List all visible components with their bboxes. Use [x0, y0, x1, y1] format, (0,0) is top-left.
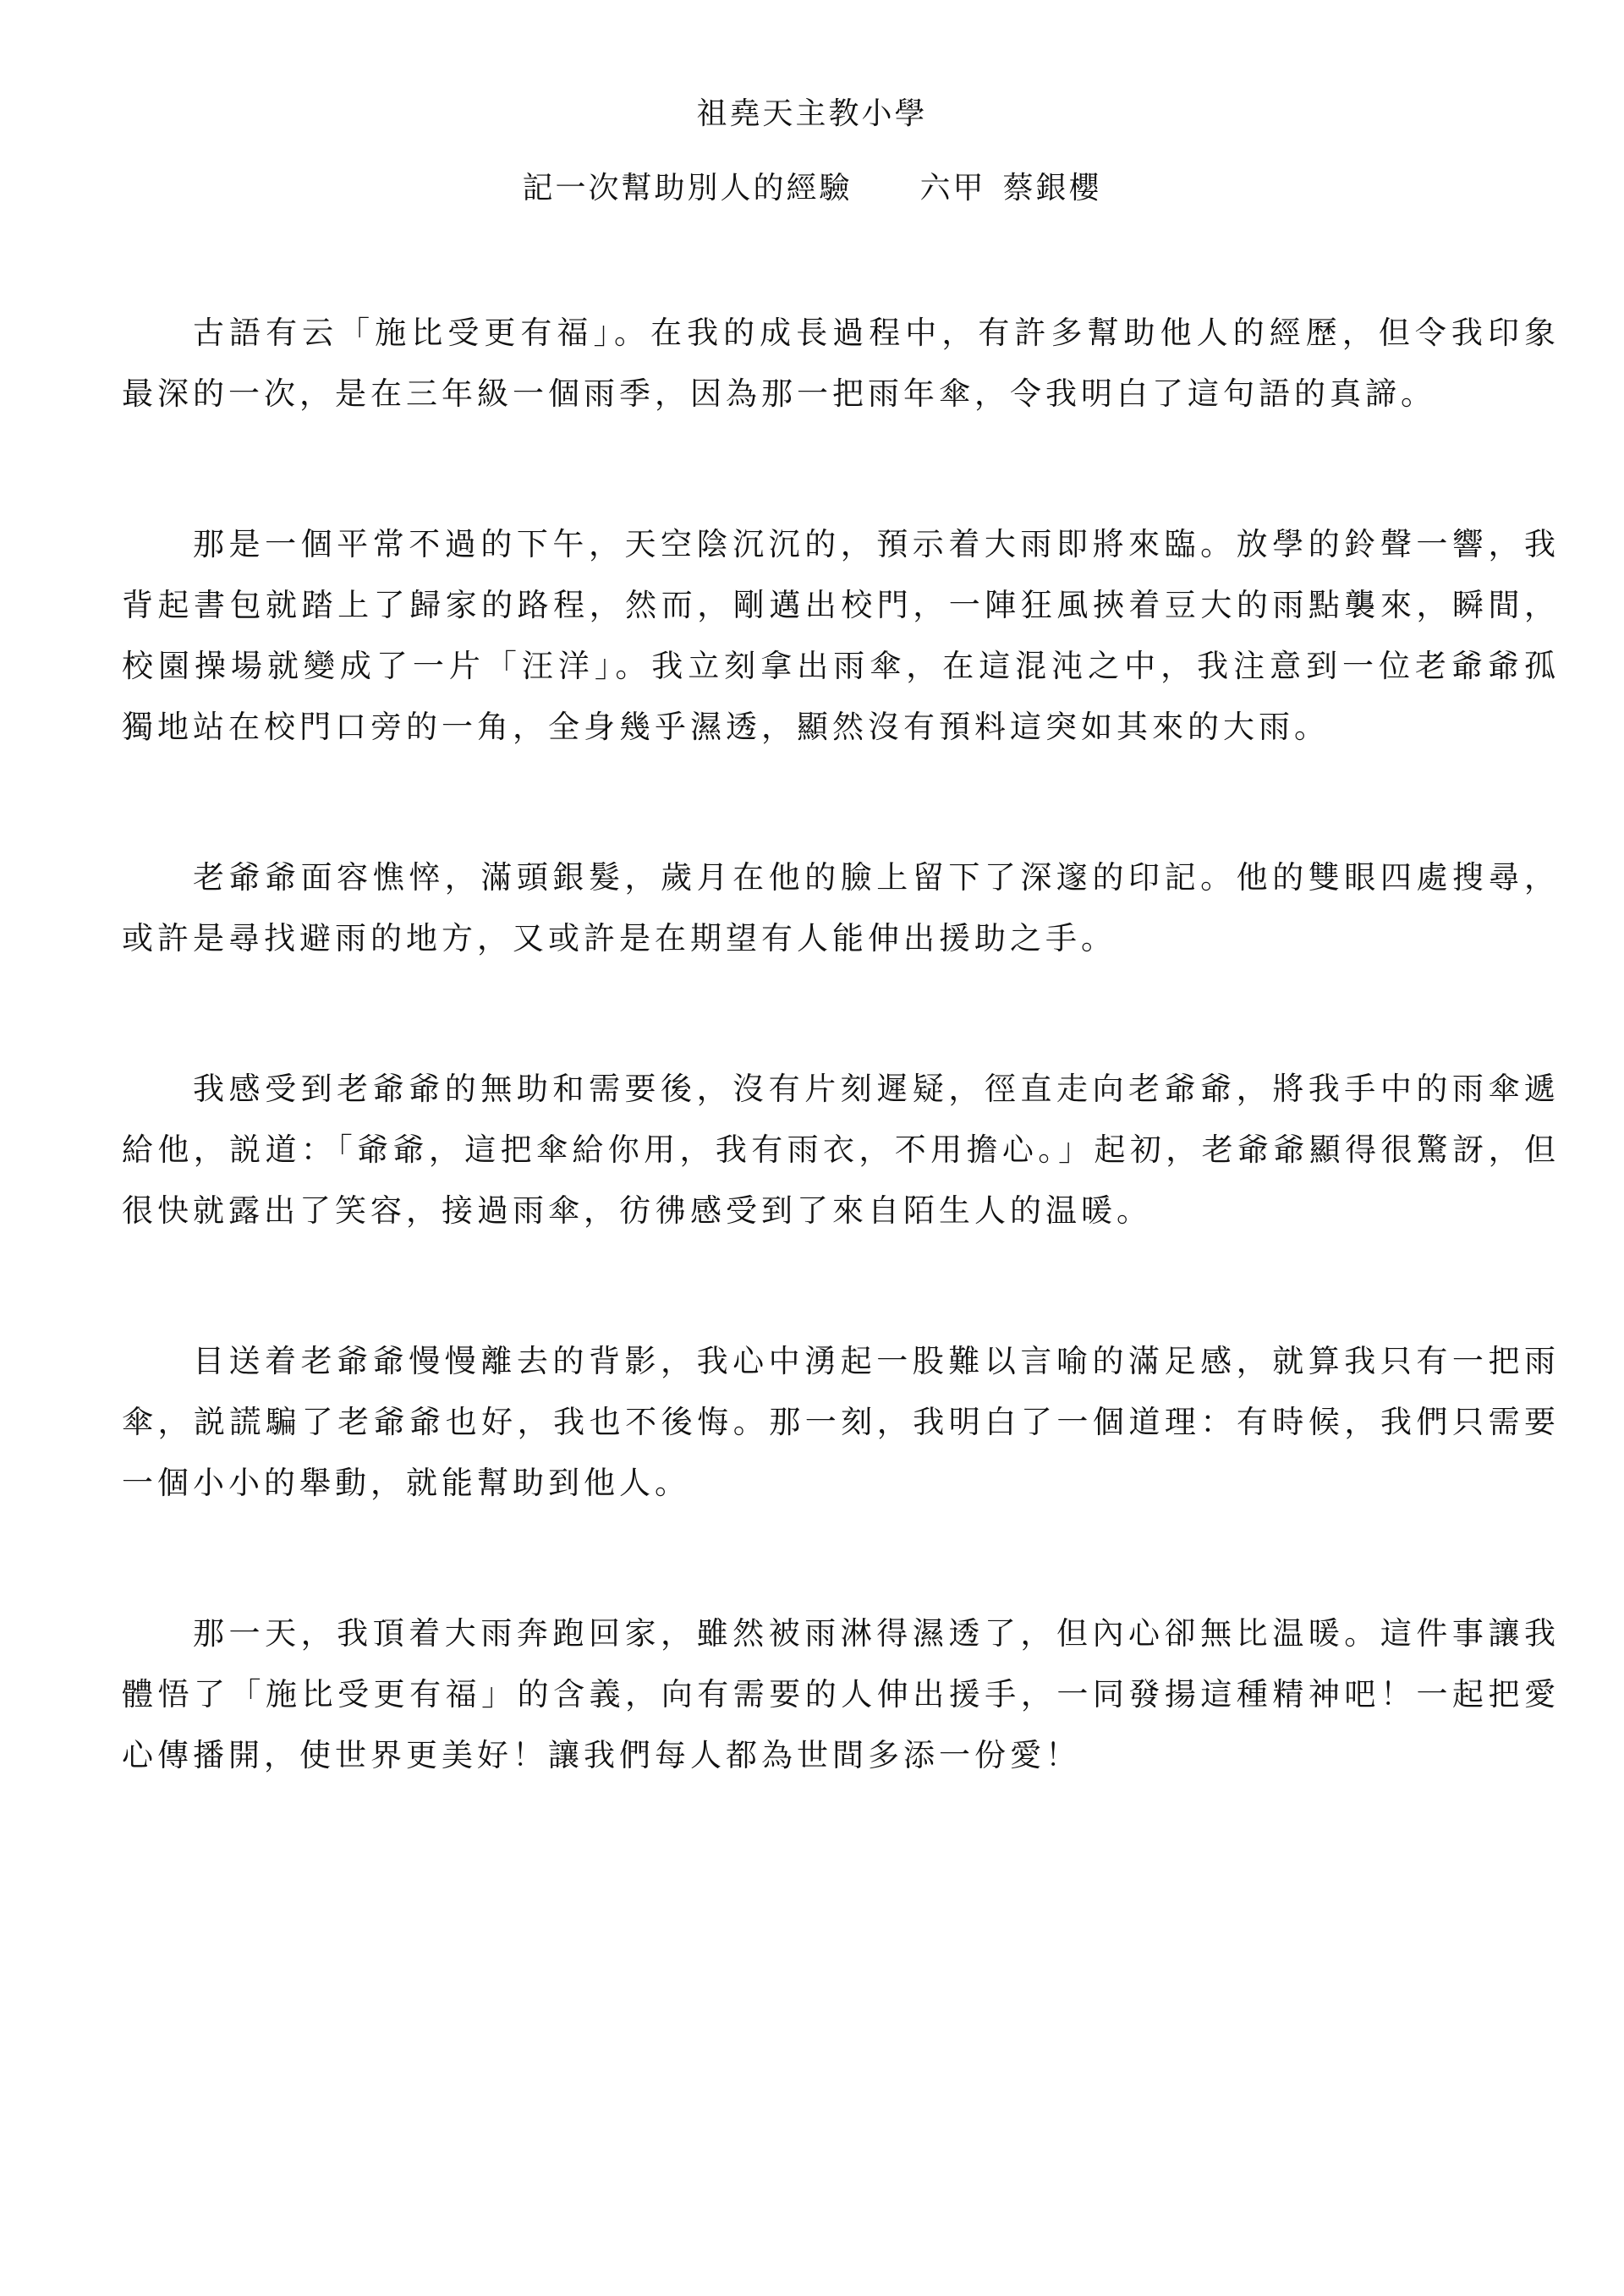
paragraph-6: 那一天，我頂着大雨奔跑回家，雖然被雨淋得濕透了，但內心卻無比温暖。這件事讓我體悟了「施比受更有福」的含義，向有需要的人伸出援手，一同發揚這種精神吧！一起把愛心傳播開，使世界更美好！讓我們每人都為世間多添一份愛！ — [122, 1615, 1560, 1773]
essay-body — [122, 303, 1560, 1876]
paragraph-5: 目送着老爺爺慢慢離去的背影，我心中湧起一股難以言喻的滿足感，就算我只有一把雨傘，説謊騙了老爺爺也好，我也不後悔。那一刻，我明白了一個道理：有時候，我們只需要一個小小的舉動，就能幫助到他人。 — [122, 1343, 1560, 1501]
author-name: 蔡銀櫻 — [1002, 171, 1102, 205]
paragraph-1: 古語有云「施比受更有福」。在我的成長過程中，有許多幫助他人的經歷，但令我印象最深的一次，是在三年級一個雨季，因為那一把雨年傘，令我明白了這句語的真諦。 — [122, 315, 1560, 412]
school-name: 祖堯天主教小學 — [696, 96, 928, 131]
paragraph-4: 我感受到老爺爺的無助和需要後，沒有片刻遲疑，徑直走向老爺爺，將我手中的雨傘遞給他，説道：「爺爺，這把傘給你用，我有雨衣，不用擔心。」起初，老爺爺顯得很驚訝，但很快就露出了笑容，接過雨傘，彷彿感受到了來自陌生人的温暖。 — [122, 1071, 1560, 1229]
paragraph-3: 老爺爺面容憔悴，滿頭銀髮，歲月在他的臉上留下了深邃的印記。他的雙眼四處搜尋，或許是尋找避雨的地方，又或許是在期望有人能伸出援助之手。 — [122, 859, 1560, 956]
essay-title: 記一次幫助別人的經驗 — [522, 171, 853, 205]
paragraph-2: 那是一個平常不過的下午，天空陰沉沉的，預示着大雨即將來臨。放學的鈴聲一響，我背起書包就踏上了歸家的路程，然而，剛邁出校門，一陣狂風挾着豆大的雨點襲來，瞬間，校園操場就變成了一片「汪洋」。我立刻拿出雨傘，在這混沌之中，我注意到一位老爺爺孤獨地站在校門口旁的一角，全身幾乎濕透，顯然沒有預料這突如其來的大雨。 — [122, 526, 1560, 745]
class-label: 六甲 — [919, 171, 986, 205]
essay-heading — [0, 169, 1624, 208]
